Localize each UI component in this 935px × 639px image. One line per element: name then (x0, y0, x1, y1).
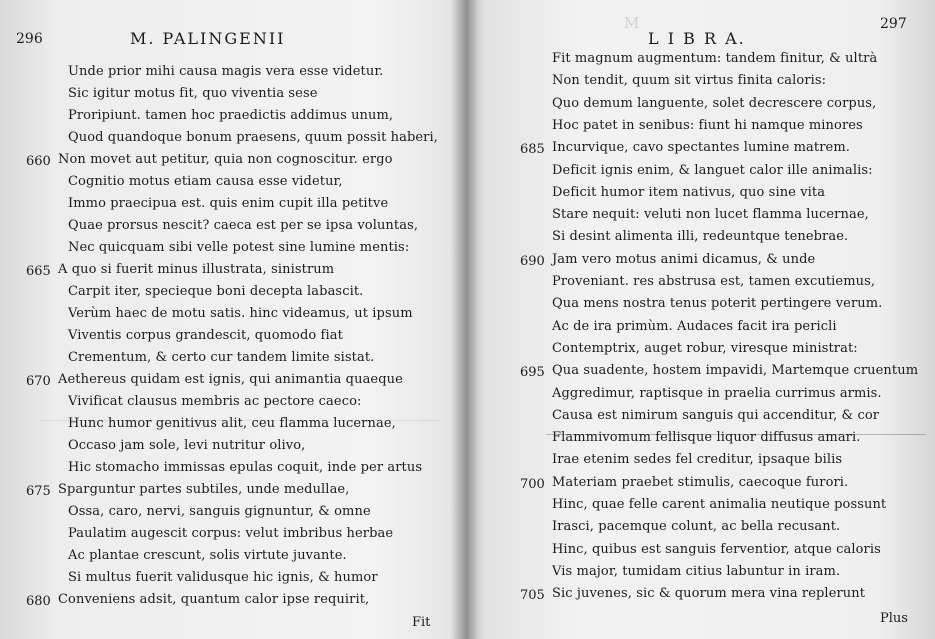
line-number: 665 (26, 264, 51, 279)
verse-line: Flammivomum fellisque liquor diffusus amari. (552, 430, 861, 446)
page-number: 296 (16, 31, 43, 47)
verse-line: Sic igitur motus fit, quo viventia sese (68, 86, 318, 101)
verse-line: Ossa, caro, nervi, sanguis gignuntur, & omne (68, 504, 371, 519)
catchword: Plus (880, 611, 908, 626)
verse-line: A quo si fuerit minus illustrata, sinistrum (58, 262, 335, 277)
verse-line: Aethereus quidam est ignis, qui animantia quaeque (58, 372, 403, 387)
verse-line: Non tendit, quum sit virtus finita caloris: (552, 73, 827, 89)
verse-line: Proveniant. res abstrusa est, tamen excutiemus, (552, 274, 876, 289)
catchword: Fit (412, 615, 431, 630)
verse-line: Carpit iter, specieque boni decepta labascit. (68, 284, 364, 299)
verse-line: Sic juvenes, sic & quorum mera vina replerunt (552, 586, 866, 602)
verse-line: Jam vero motus animi dicamus, & unde (552, 251, 816, 267)
line-number: 680 (26, 594, 51, 609)
verse-line: Hinc, quibus est sanguis ferventior, atque caloris (552, 541, 881, 557)
verse-line: Proripiunt. tamen hoc praedictis addimus unum, (68, 108, 394, 123)
verse-line: Hunc humor genitivus alit, ceu flamma lucernae, (68, 416, 396, 431)
line-number: 685 (520, 142, 545, 158)
verse-line: Occaso jam sole, levi nutritur olivo, (68, 438, 306, 453)
line-number: 660 (26, 154, 51, 169)
verse-line: Non movet aut petitur, quia non cognoscitur. ergo (58, 152, 393, 167)
verse-line: Verùm haec de motu satis. hinc videamus, ut ipsum (68, 306, 413, 321)
line-number: 705 (520, 588, 545, 604)
verse-line: Qua suadente, hostem impavidi, Martemque cruentum (552, 363, 919, 379)
verse-line: Ac plantae crescunt, solis virtute juvante. (68, 548, 347, 563)
verse-line: Hinc, quae felle carent animalia neutique possunt (552, 497, 887, 512)
verse-line: Quae prorsus nescit? caeca est per se ipsa voluntas, (68, 218, 419, 233)
right-page (470, 0, 935, 639)
verse-line: Causa est nimirum sanguis qui accenditur, & cor (552, 407, 880, 423)
verse-line: Aggredimur, raptisque in praelia currimus armis. (552, 385, 882, 401)
verse-line: Cognitio motus etiam causa esse videtur, (68, 174, 343, 189)
verse-line: Irasci, pacemque colunt, ac bella recusant. (552, 519, 841, 535)
verse-line: Sparguntur partes subtiles, unde medullae, (58, 482, 350, 497)
verse-line: Unde prior mihi causa magis vera esse videtur. (68, 64, 384, 79)
line-number: 675 (26, 484, 51, 499)
left-page (0, 0, 460, 639)
verse-line: Immo praecipua est. quis enim cupit illa petitve (68, 196, 389, 211)
line-number: 670 (26, 374, 51, 389)
verse-line: Qua mens nostra tenus poterit pertingere verum. (552, 296, 883, 312)
line-number: 700 (520, 476, 545, 492)
verse-line: Materiam praebet stimulis, caecoque furori. (552, 474, 849, 490)
verse-line: Paulatim augescit corpus: velut imbribus herbae (68, 526, 394, 541)
verse-line: Crementum, & certo cur tandem limite sistat. (68, 350, 375, 365)
verse-line: Vis major, tumidam citius labuntur in iram. (552, 563, 841, 579)
verse-line: Quo demum languente, solet decrescere corpus, (552, 95, 877, 111)
verse-line: Hic stomacho immissas epulas coquit, inde per artus (68, 460, 423, 475)
running-head: L I B R A. (648, 29, 746, 48)
verse-line: Fit magnum augmentum: tandem finitur, & ultrà (552, 51, 878, 66)
verse-line: Deficit ignis enim, & languet calor ille animalis: (552, 162, 873, 178)
verse-line: Contemptrix, auget robur, viresque ministrat: (552, 340, 858, 356)
verse-line: Ac de ira primùm. Audaces facit ira pericli (552, 318, 837, 334)
verse-line: Irae etenim sedes fel creditur, ipsaque bilis (552, 452, 843, 468)
verse-line: Si desint alimenta illi, redeuntque tenebrae. (552, 229, 849, 245)
verse-line: Viventis corpus grandescit, quomodo fiat (68, 328, 343, 343)
verse-line: Conveniens adsit, quantum calor ipse requirit, (58, 592, 370, 607)
verse-line: Vivificat clausus membris ac pectore caeco: (68, 394, 362, 409)
show-through-text: M (624, 14, 643, 32)
verse-line: Si multus fuerit validusque hic ignis, & humor (68, 570, 378, 585)
verse-line: Nec quicquam sibi velle potest sine lumine mentis: (68, 240, 410, 255)
verse-line: Incurvique, cavo spectantes lumine matrem. (552, 140, 850, 156)
verse-line: Hoc patet in senibus: fiunt hi namque minores (552, 117, 863, 133)
page-number: 297 (880, 16, 907, 32)
verse-line: Stare nequit: veluti non lucet flamma lucernae, (552, 207, 869, 223)
running-head: M. PALINGENII (130, 29, 286, 48)
verse-line: Quod quandoque bonum praesens, quum possit haberi, (68, 130, 438, 145)
line-number: 695 (520, 365, 545, 381)
verse-line: Deficit humor item nativus, quo sine vita (552, 184, 826, 200)
line-number: 690 (520, 253, 545, 269)
